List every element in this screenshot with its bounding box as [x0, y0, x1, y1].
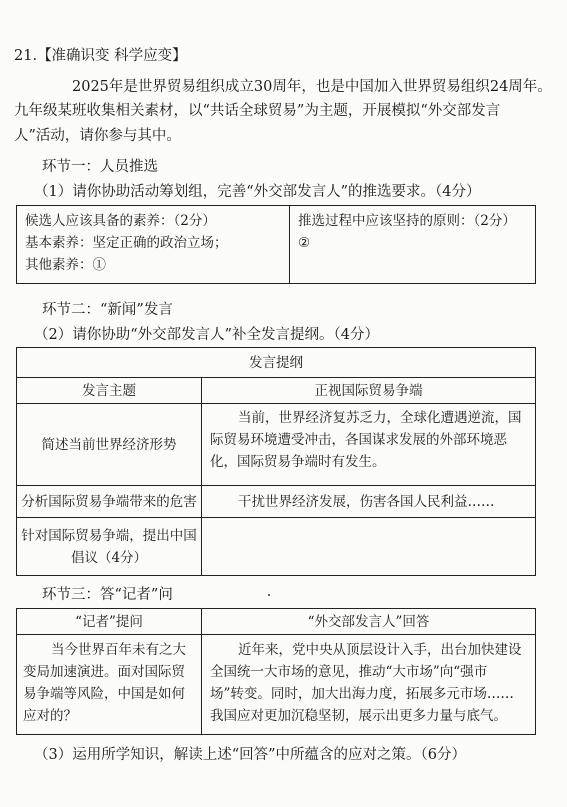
row1-content	[202, 404, 536, 486]
qa-col1-header: “记者”提问	[17, 609, 202, 635]
question-tag: 【准确识变 科学应变】	[37, 48, 187, 64]
intro-line-3: 人”活动，请你参与其中。	[14, 128, 181, 144]
literacy-cell	[17, 206, 290, 284]
row3-label-line2: 倡议（4分）	[70, 549, 148, 566]
answer-line3: 场”转变。同时，加大出海力度，拓展多元市场……	[210, 686, 514, 702]
row1-line3: 化，国际贸易争端时有发生。	[210, 454, 386, 470]
spokesperson-answer	[202, 635, 536, 735]
speech-outline-table	[16, 347, 536, 576]
question-number: 21.	[14, 48, 38, 64]
principles-answer[interactable]: ②	[298, 235, 311, 251]
answer-line2: 全国统一大市场的意见，推动“大市场”向“强市	[210, 664, 488, 680]
question-line3: 易争端等风险，中国是如何	[23, 686, 185, 702]
answer-line1: 近年来，党中央从顶层设计入手，出台加快建设	[238, 642, 522, 658]
answer-line4: 我国应对更加沉稳坚韧，展示出更多力量与底气。	[210, 708, 507, 724]
intro-line-2: 九年级某班收集相关素材，以“共话全球贸易”为主题，开展模拟“外交部发言	[14, 103, 501, 119]
row2-content: 干扰世界经济发展，伤害各国人民利益……	[202, 486, 536, 518]
row3-label	[17, 518, 202, 576]
other-literacy[interactable]: 其他素养：①	[25, 257, 106, 273]
question-line4: 应对的？	[23, 708, 77, 724]
reporter-qa-table	[16, 608, 536, 735]
principles-cell	[290, 206, 536, 284]
question-line1: 当今世界百年未有之大	[51, 642, 186, 658]
basic-literacy: 基本素养：坚定正确的政治立场；	[25, 235, 228, 251]
reporter-question	[17, 635, 202, 735]
section3-prompt: （3）运用所学知识，解读上述“回答”中所蕴含的应对之策。（6分）	[34, 747, 467, 763]
row3-answer-blank[interactable]	[202, 518, 536, 576]
row2-label: 分析国际贸易争端带来的危害	[17, 486, 202, 518]
selection-requirements-table	[16, 205, 536, 284]
row1-line1: 当前，世界经济复苏乏力，全球化遭遇逆流，国	[238, 410, 522, 426]
section2-prompt: （2）请你协助“外交部发言人”补全发言提纲。（4分）	[34, 327, 380, 343]
row1-line2: 际贸易环境遭受冲击，各国谋求发展的外部环境恶	[210, 432, 507, 448]
stray-dot	[268, 594, 270, 596]
section1-prompt: （1）请你协助活动筹划组，完善“外交部发言人”的推选要求。（4分）	[34, 184, 481, 200]
literacy-heading: 候选人应该具备的素养：（2分）	[25, 213, 216, 229]
qa-col2-header: “外交部发言人”回答	[202, 609, 536, 635]
question-line2: 变局加速演进。面对国际贸	[23, 664, 185, 680]
outline-col1-header: 发言主题	[17, 378, 202, 404]
section3-title: 环节三：答“记者”问	[42, 587, 173, 603]
section2-title: 环节二：“新闻”发言	[42, 302, 173, 318]
outline-title: 发言提纲	[17, 348, 536, 378]
outline-col2-header: 正视国际贸易争端	[202, 378, 536, 404]
row3-label-line1: 针对国际贸易争端，提出中国	[21, 527, 197, 544]
principles-heading: 推选过程中应该坚持的原则：（2分）	[298, 213, 516, 229]
question-header	[14, 47, 187, 65]
intro-line-1: 2025年是世界贸易组织成立30周年，也是中国加入世界贸易组织24周年。	[72, 79, 552, 95]
section1-title: 环节一：人员推选	[42, 159, 158, 175]
row1-label: 简述当前世界经济形势	[17, 404, 202, 486]
